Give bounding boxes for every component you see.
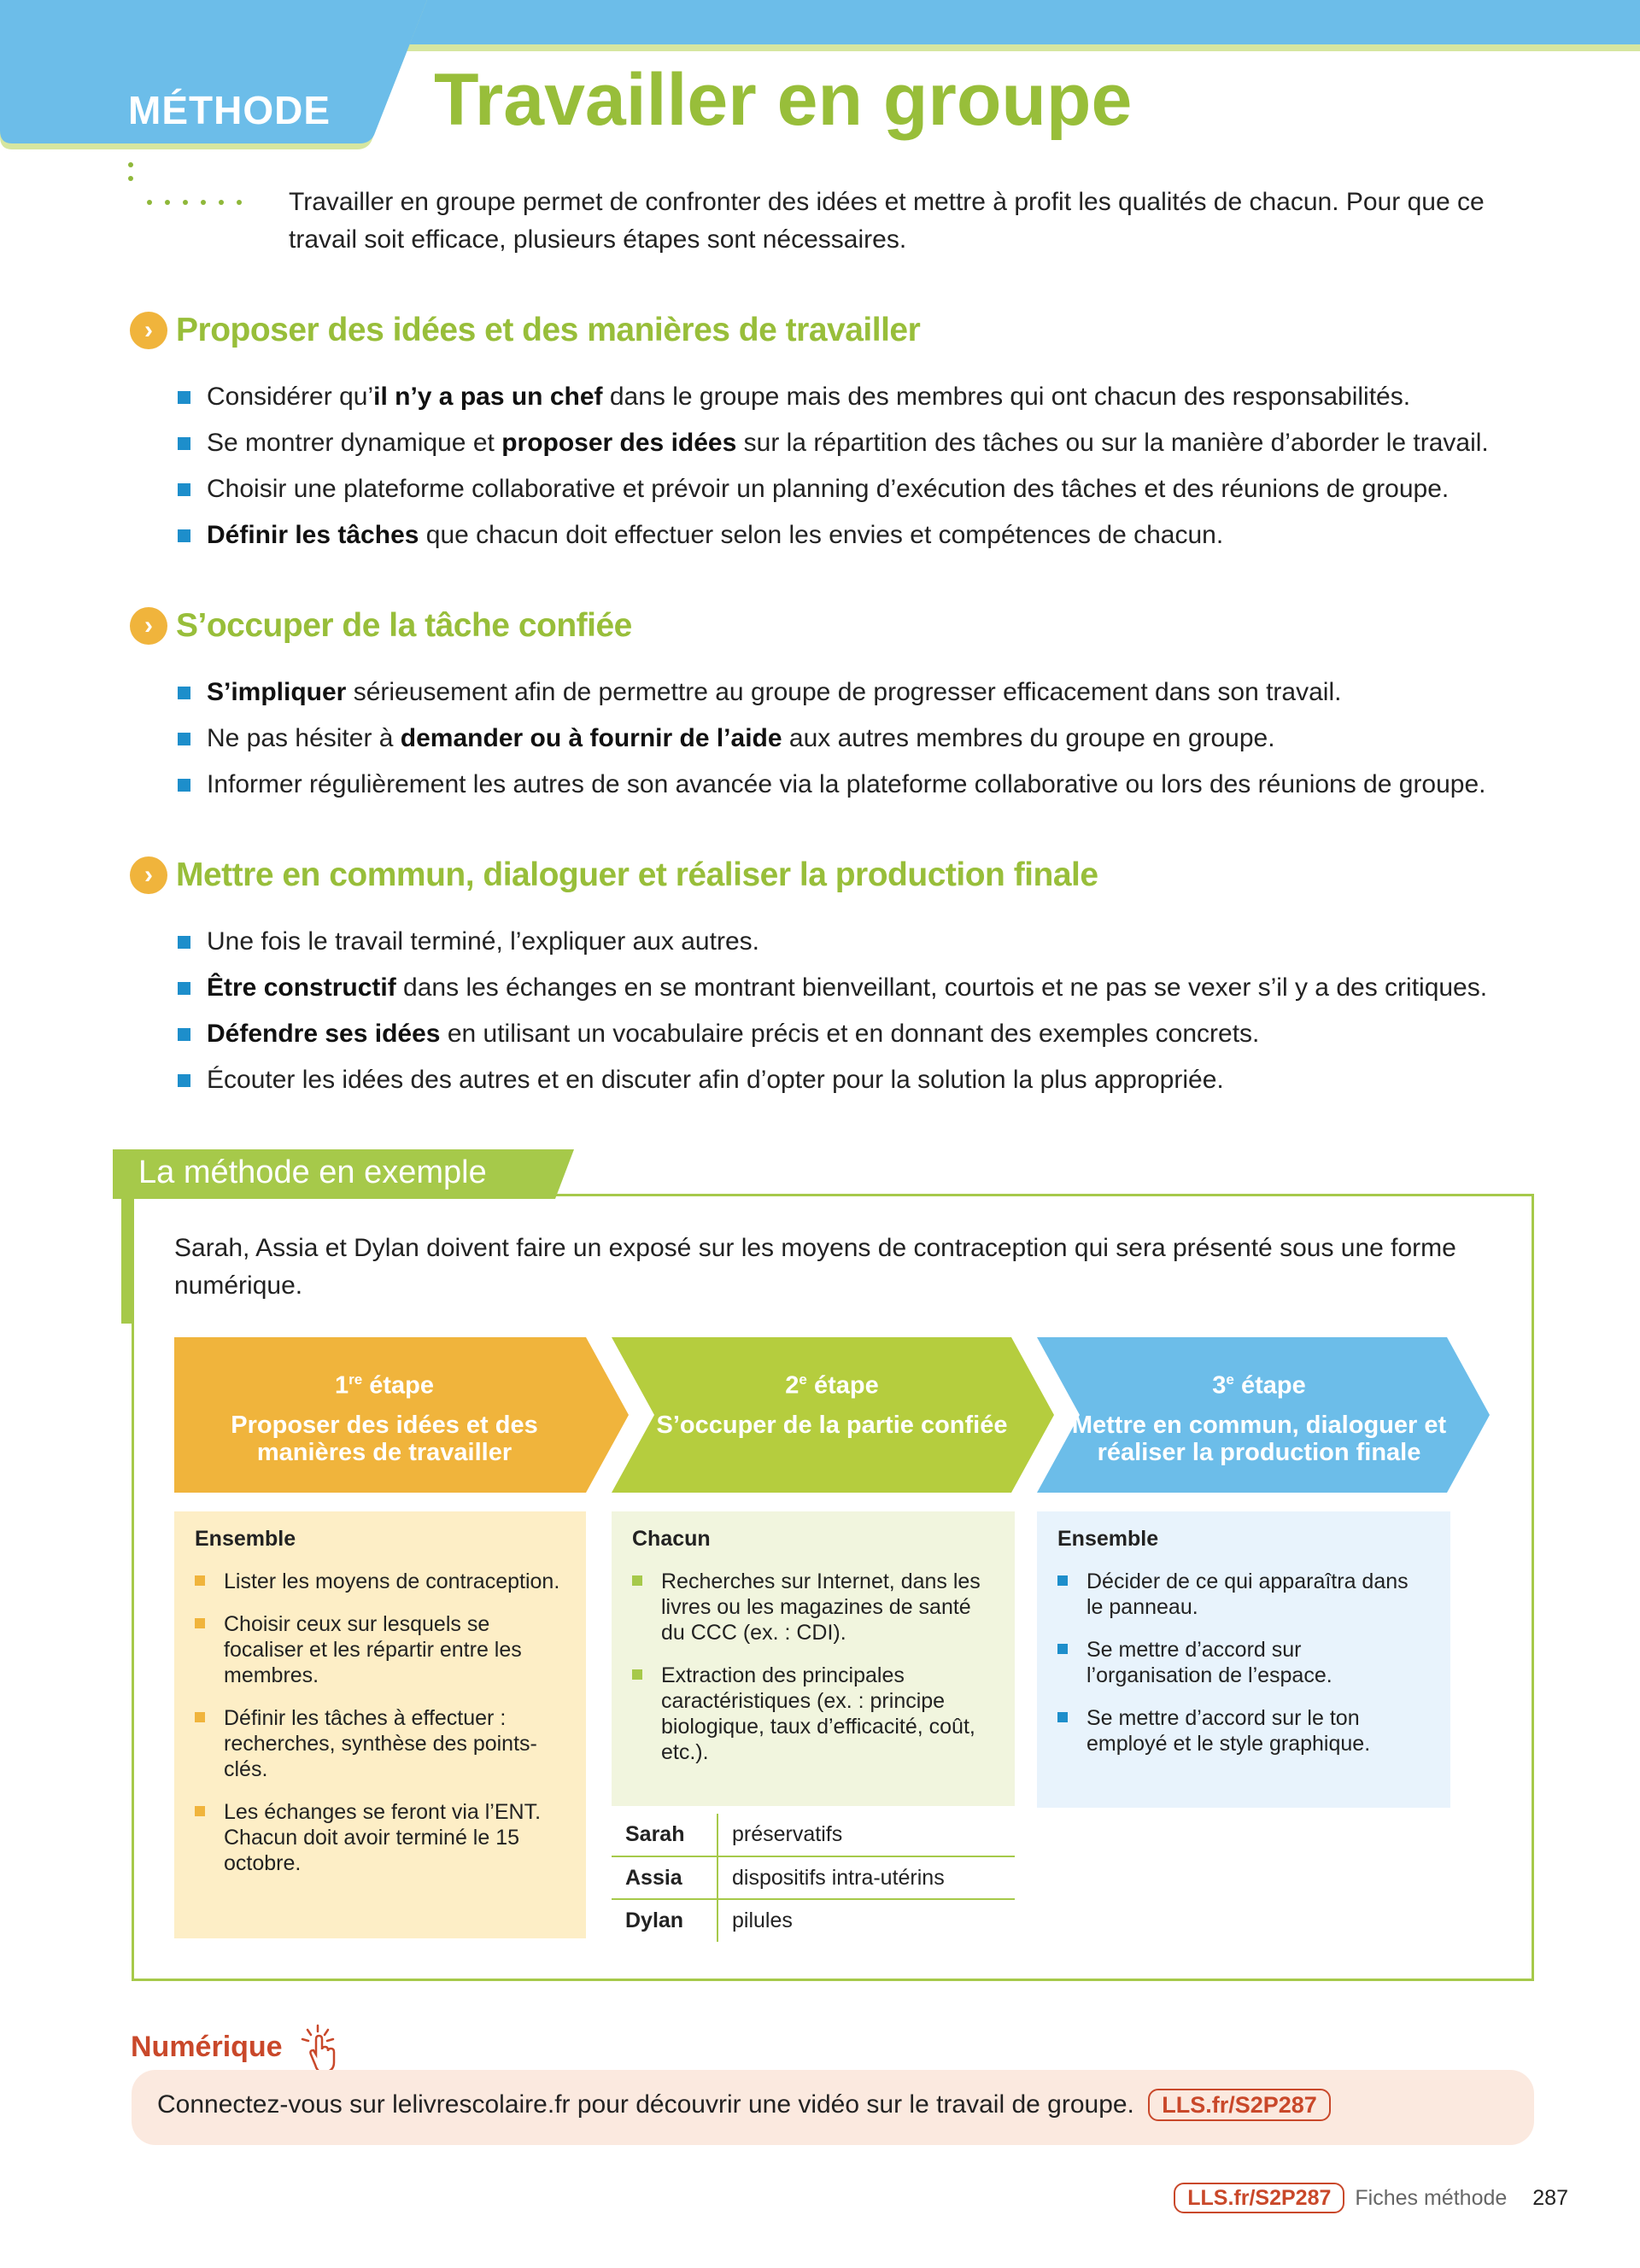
chevron-right-icon: › bbox=[130, 607, 167, 645]
square-bullet-icon bbox=[178, 779, 190, 792]
list-item: Décider de ce qui apparaîtra dans le panneau. bbox=[1057, 1569, 1430, 1620]
example-intro: Sarah, Assia et Dylan doivent faire un exposé sur les moyens de contraception qui sera présenté sous une forme numérique. bbox=[174, 1234, 1456, 1300]
footer bbox=[1174, 2183, 1568, 2213]
column-step-2 bbox=[612, 1511, 1015, 1806]
square-bullet-icon bbox=[1057, 1575, 1068, 1586]
step-3: 3e étape Mettre en commun, dialoguer et réaliser la production finale bbox=[1071, 1371, 1447, 1466]
list-item: Extraction des principales caractéristiques (ex. : principe biologique, taux d’efficacité, coût, etc.). bbox=[632, 1663, 994, 1765]
square-bullet-icon bbox=[632, 1669, 642, 1680]
table-row: Sarah préservatifs bbox=[612, 1814, 1015, 1856]
method-tab bbox=[0, 0, 427, 152]
list-item: Lister les moyens de contraception. bbox=[195, 1569, 565, 1594]
square-bullet-icon bbox=[178, 529, 190, 542]
example-sidebar-accent bbox=[121, 1195, 133, 1324]
square-bullet-icon bbox=[1057, 1712, 1068, 1722]
square-bullet-icon bbox=[178, 1028, 190, 1041]
list-item: Choisir une plateforme collaborative et prévoir un planning d’exécution des tâches et des réunions de groupe. bbox=[178, 475, 1561, 504]
list-item: S’impliquer sérieusement afin de permettre au groupe de progresser efficacement dans son travail. bbox=[178, 678, 1561, 707]
column-heading: Ensemble bbox=[1057, 1527, 1159, 1551]
numerique-label: Numérique bbox=[131, 2031, 283, 2063]
square-bullet-icon bbox=[178, 437, 190, 450]
footer-link[interactable]: LLS.fr/S2P287 bbox=[1174, 2183, 1344, 2213]
square-bullet-icon bbox=[195, 1806, 205, 1816]
square-bullet-icon bbox=[195, 1618, 205, 1628]
column-step-3 bbox=[1037, 1511, 1450, 1808]
step-1: 1re étape Proposer des idées et des manières de travailler bbox=[231, 1371, 538, 1466]
square-bullet-icon bbox=[1057, 1644, 1068, 1654]
table-row: Assia dispositifs intra-utérins bbox=[612, 1856, 1015, 1899]
chevron-right-icon: › bbox=[130, 856, 167, 894]
example-tab bbox=[113, 1149, 591, 1199]
list-item: Choisir ceux sur lesquels se focaliser et les répartir entre les membres. bbox=[195, 1611, 565, 1688]
section-2-list bbox=[178, 678, 1561, 816]
page-title: Travailler en groupe bbox=[434, 59, 1133, 141]
example-tab-label: La méthode en exemple bbox=[138, 1154, 487, 1190]
chevron-right-icon: › bbox=[130, 312, 167, 349]
square-bullet-icon bbox=[178, 391, 190, 404]
square-bullet-icon bbox=[178, 982, 190, 995]
list-item: Les échanges se feront via l’ENT. Chacun doit avoir terminé le 15 octobre. bbox=[195, 1799, 565, 1876]
list-item: Recherches sur Internet, dans les livres ou les magazines de santé du CCC (ex. : CDI). bbox=[632, 1569, 994, 1645]
dots-decoration-vertical bbox=[128, 162, 135, 196]
square-bullet-icon bbox=[195, 1712, 205, 1722]
column-step-1 bbox=[174, 1511, 586, 1938]
list-item: Écouter les idées des autres et en discuter afin d’opter pour la solution la plus appropriée. bbox=[178, 1066, 1561, 1095]
list-item: Considérer qu’il n’y a pas un chef dans le groupe mais des membres qui ont chacun des responsabilités. bbox=[178, 383, 1561, 412]
list-item: Ne pas hésiter à demander ou à fournir de l’aide aux autres membres du groupe en groupe. bbox=[178, 724, 1561, 753]
numerique-box bbox=[132, 2070, 1534, 2145]
square-bullet-icon bbox=[178, 687, 190, 699]
column-heading: Ensemble bbox=[195, 1527, 296, 1551]
list-item: Définir les tâches que chacun doit effectuer selon les envies et compétences de chacun. bbox=[178, 521, 1561, 550]
list-item: Défendre ses idées en utilisant un vocabulaire précis et en donnant des exemples concrets. bbox=[178, 1020, 1561, 1049]
column-heading: Chacun bbox=[632, 1527, 711, 1551]
square-bullet-icon bbox=[178, 1074, 190, 1087]
section-title-2 bbox=[130, 605, 632, 647]
intro-paragraph: Travailler en groupe permet de confronter des idées et mettre à profit les qualités de chacun. Pour que ce travail soit efficace, plusieurs étapes sont nécessaires. bbox=[289, 188, 1485, 254]
numerique-link[interactable]: LLS.fr/S2P287 bbox=[1148, 2089, 1331, 2121]
section-3-list bbox=[178, 927, 1561, 1112]
step-2: 2e étape S’occuper de la partie confiée bbox=[656, 1371, 1008, 1439]
numerique-text: Connectez-vous sur lelivrescolaire.fr pour découvrir une vidéo sur le travail de groupe. LLS.fr/S2P287 bbox=[157, 2089, 1331, 2121]
list-item: Se mettre d’accord sur le ton employé et le style graphique. bbox=[1057, 1705, 1430, 1757]
square-bullet-icon bbox=[632, 1575, 642, 1586]
assignment-table bbox=[612, 1814, 1015, 1942]
square-bullet-icon bbox=[178, 483, 190, 496]
pointer-hand-icon bbox=[294, 2022, 347, 2075]
square-bullet-icon bbox=[178, 733, 190, 745]
dots-decoration-horizontal bbox=[147, 200, 266, 207]
square-bullet-icon bbox=[195, 1575, 205, 1586]
section-heading: Mettre en commun, dialoguer et réaliser la production finale bbox=[176, 856, 1098, 893]
list-item: Se mettre d’accord sur l’organisation de l’espace. bbox=[1057, 1637, 1430, 1688]
section-heading: Proposer des idées et des manières de travailler bbox=[176, 312, 921, 348]
list-item: Informer régulièrement les autres de son avancée via la plateforme collaborative ou lors des réunions de groupe. bbox=[178, 770, 1561, 799]
list-item: Définir les tâches à effectuer : recherches, synthèse des points-clés. bbox=[195, 1705, 565, 1782]
method-tab-label: MÉTHODE bbox=[128, 88, 331, 132]
section-1-list bbox=[178, 383, 1561, 567]
steps-arrows bbox=[174, 1337, 1490, 1493]
section-heading: S’occuper de la tâche confiée bbox=[176, 607, 632, 644]
list-item: Se montrer dynamique et proposer des idées sur la répartition des tâches ou sur la manière d’aborder le travail. bbox=[178, 429, 1561, 458]
list-item: Une fois le travail terminé, l’expliquer aux autres. bbox=[178, 927, 1561, 956]
section-title-3 bbox=[130, 854, 1098, 897]
square-bullet-icon bbox=[178, 936, 190, 949]
list-item: Être constructif dans les échanges en se montrant bienveillant, courtois et ne pas se vexer s’il y a des critiques. bbox=[178, 973, 1561, 1002]
section-title-1 bbox=[130, 309, 920, 352]
table-row: Dylan pilules bbox=[612, 1899, 1015, 1942]
page-number: 287 bbox=[1532, 2185, 1568, 2210]
footer-label: Fiches méthode bbox=[1355, 2185, 1508, 2210]
